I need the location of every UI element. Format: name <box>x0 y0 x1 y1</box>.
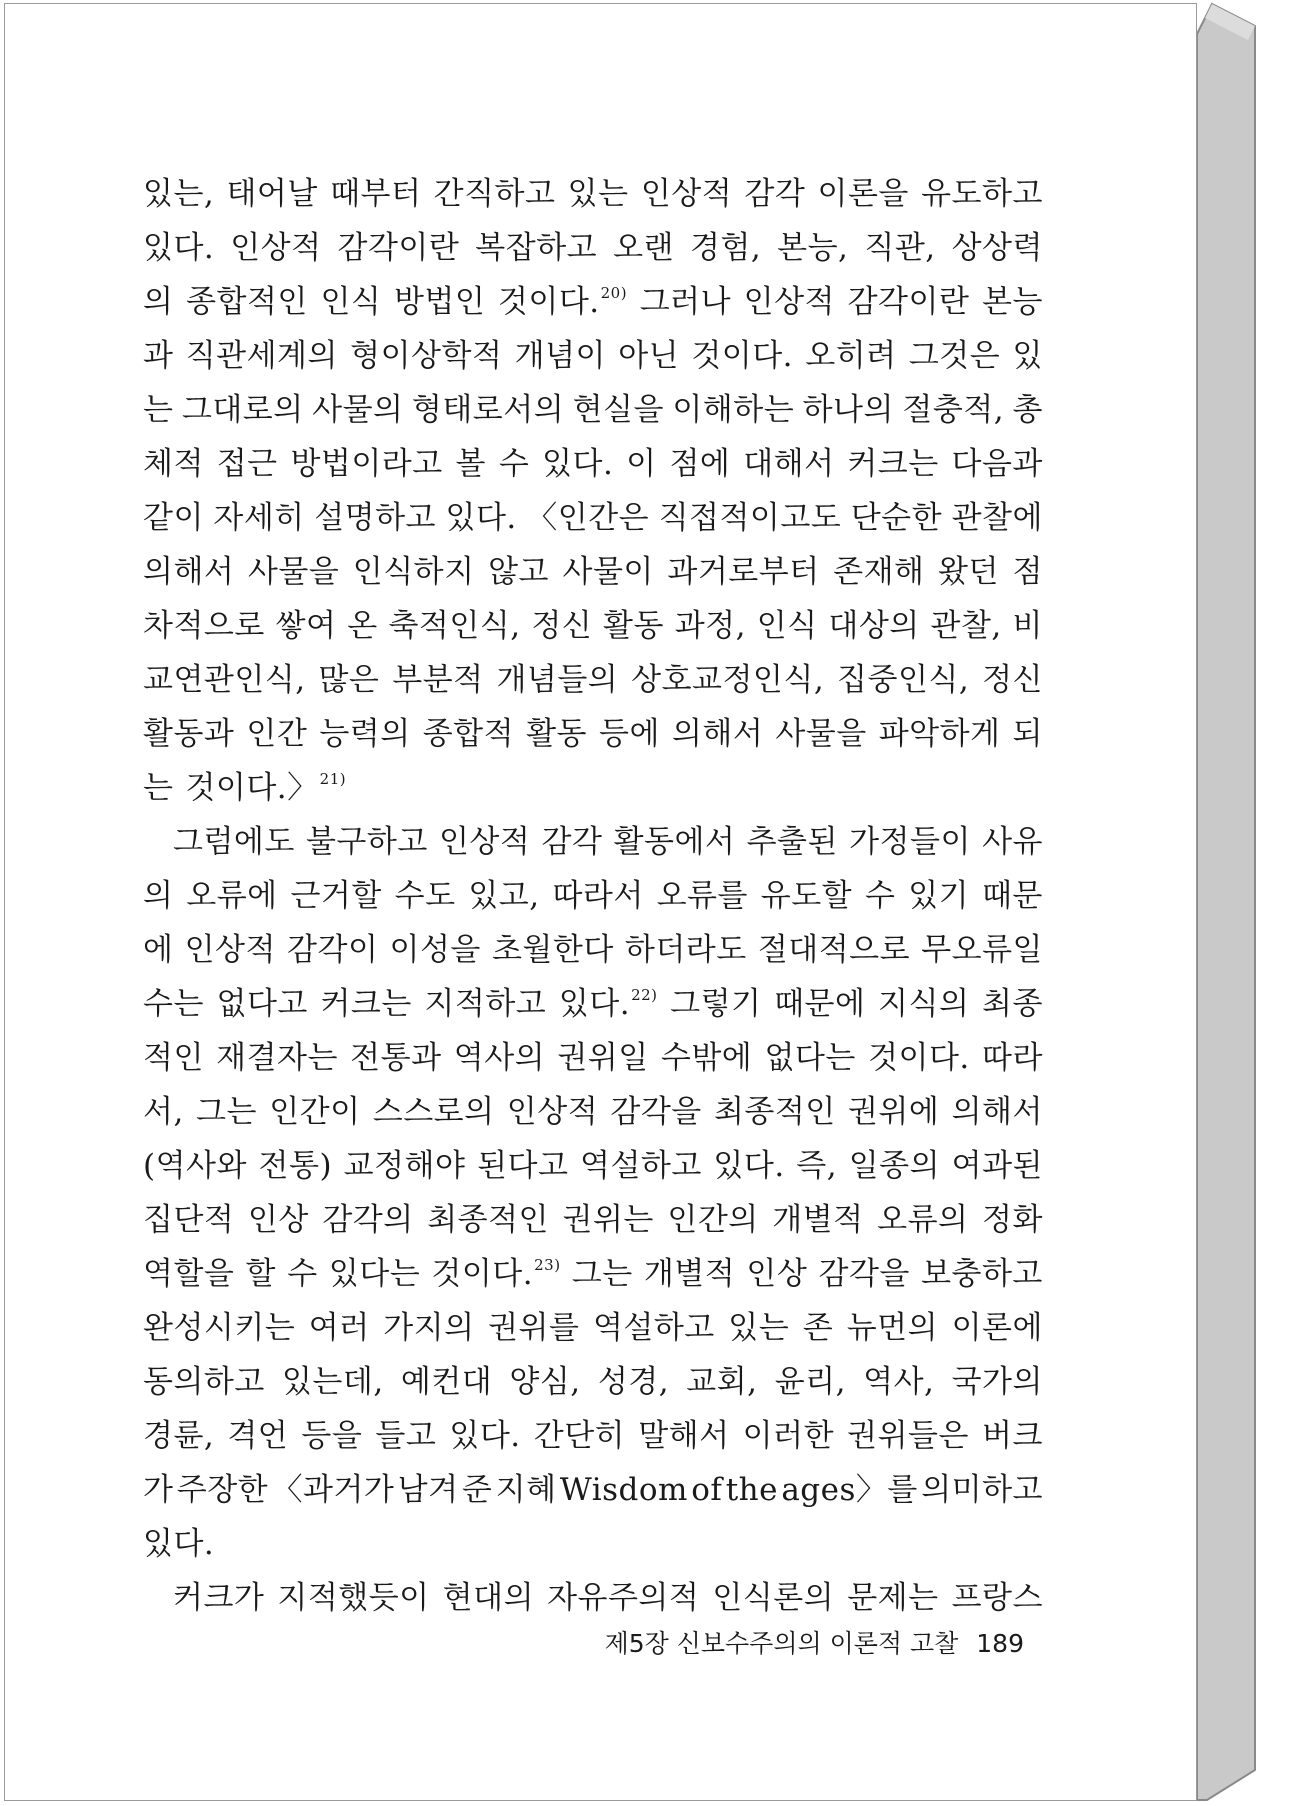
word: 동의하고 <box>143 1364 265 1400</box>
word: 직관세계의 <box>185 338 338 374</box>
word: 경륜, <box>143 1418 215 1454</box>
word: 볼 <box>455 446 486 482</box>
word: 있다. <box>143 1526 215 1562</box>
word: 현실을 <box>572 392 664 428</box>
word: 점 <box>1012 554 1043 590</box>
word: 프랑스 <box>951 1580 1043 1616</box>
text-line <box>143 977 1043 1031</box>
word: 윤리, <box>774 1364 846 1400</box>
word: 이러한 <box>742 1418 835 1454</box>
text-line <box>143 1517 1043 1571</box>
word: 절충적, <box>902 392 1005 428</box>
word: 있고, <box>468 878 540 914</box>
word: 의 <box>143 878 174 914</box>
word: 〈인간은 <box>526 500 650 536</box>
text-line <box>143 1193 1043 1247</box>
word: 따라서 <box>552 878 644 914</box>
word: 뉴먼의 <box>846 1310 939 1346</box>
word: 인식 <box>320 284 382 320</box>
word: 종합적 <box>422 716 515 752</box>
word: 근거할 <box>290 878 382 914</box>
word: 존재해 <box>833 554 925 590</box>
word: 하더라도 <box>624 932 747 968</box>
word: 형태로서의 <box>411 392 565 428</box>
text-line <box>143 491 1043 545</box>
word: 권위는 <box>562 1202 654 1238</box>
word: 수 <box>287 1256 318 1292</box>
word: 인상적 <box>438 824 531 860</box>
word: 지혜 <box>495 1472 557 1508</box>
word: 의미하고 <box>921 1472 1043 1508</box>
word: 인상적 <box>230 230 322 266</box>
text-line <box>143 167 1043 221</box>
text-line <box>143 1409 1043 1463</box>
word: 비 <box>1012 608 1043 644</box>
word: 것이다.〉$^{21)}$ <box>185 770 347 806</box>
text-line <box>143 761 1043 815</box>
word: 가정들이 <box>849 824 971 860</box>
word: 개별적 <box>643 1256 736 1292</box>
word: 역사의 <box>453 1040 546 1076</box>
word: 있다. <box>449 1418 521 1454</box>
word: 상호교정인식, <box>631 662 825 698</box>
word: 있다. <box>143 230 215 266</box>
word: 문제는 <box>847 1580 939 1616</box>
text-line <box>143 869 1043 923</box>
word: 유도할 <box>760 878 853 914</box>
word: 복잡하고 <box>475 230 598 266</box>
word: 국가의 <box>951 1364 1043 1400</box>
word: 태어날 <box>226 176 318 212</box>
word: 인식하지 <box>352 554 475 590</box>
word: 준 <box>461 1472 493 1508</box>
word: 종합적인 <box>186 284 308 320</box>
word: 많은 <box>318 662 380 698</box>
word: 점에 <box>669 446 731 482</box>
word: 개념이 <box>514 338 606 374</box>
word: 주장한 <box>176 1472 269 1508</box>
word: (역사와 <box>143 1148 247 1184</box>
word: 사물을 <box>247 554 340 590</box>
word: 인간 <box>246 716 308 752</box>
word: 여과된 <box>951 1148 1043 1184</box>
word: 이 <box>626 446 657 482</box>
word: 수도 <box>394 878 456 914</box>
text-line <box>143 437 1043 491</box>
word: 에 <box>143 932 174 968</box>
word: 감각을 <box>610 1094 702 1130</box>
word: 있다. <box>445 500 517 536</box>
word: 차적으로 <box>143 608 265 644</box>
word: 그는 <box>571 1256 633 1292</box>
word: 의 <box>143 284 174 320</box>
word: 때부터 <box>330 176 422 212</box>
word: 말해서 <box>638 1418 730 1454</box>
word: 있는데, <box>281 1364 384 1400</box>
word: 존 <box>802 1310 834 1346</box>
word: 형이상학적 <box>350 338 503 374</box>
word: of <box>691 1472 723 1508</box>
word: 일종의 <box>848 1148 941 1184</box>
word: 인상 <box>746 1256 808 1292</box>
word: 역설하고 <box>580 1148 702 1184</box>
word: 인상적 <box>743 284 835 320</box>
word: 지적하고 <box>424 986 547 1022</box>
word: 수 <box>864 878 896 914</box>
word: 인식 <box>756 608 818 644</box>
word: 등에 <box>599 716 660 752</box>
word: 왔던 <box>938 554 999 590</box>
word: 감각의 <box>322 1202 414 1238</box>
text-line <box>143 1301 1043 1355</box>
word: 전통) <box>258 1148 333 1184</box>
word: 역할을 <box>143 1256 235 1292</box>
text-line <box>143 599 1043 653</box>
word: 것이다.$^{20)}$ <box>497 284 628 320</box>
word: 권위일 <box>557 1040 649 1076</box>
word: 본능 <box>982 284 1043 320</box>
word: 집단적 <box>143 1202 235 1238</box>
word: 인식론의 <box>712 1580 835 1616</box>
word: 총 <box>1012 392 1043 428</box>
word: 할 <box>245 1256 276 1292</box>
text-line <box>143 329 1043 383</box>
word: 있는 <box>728 1310 790 1346</box>
word: 있다.$^{22)}$ <box>558 986 658 1022</box>
word: 접근 <box>216 446 278 482</box>
word: 직접적이고도 <box>658 500 842 536</box>
word: 활동 <box>603 608 664 644</box>
text-line <box>143 275 1043 329</box>
word: 는 <box>143 770 174 806</box>
word: 감각을 <box>818 1256 910 1292</box>
word: 역사, <box>863 1364 935 1400</box>
word: 불구하고 <box>305 824 428 860</box>
word: 는 <box>143 392 174 428</box>
text-line <box>143 923 1043 977</box>
word: 예컨대 <box>400 1364 493 1400</box>
word: 서, <box>143 1094 184 1130</box>
word: 수 <box>498 446 530 482</box>
footnote-ref: 20) <box>600 284 628 302</box>
text-line <box>143 383 1043 437</box>
word: 되 <box>1012 716 1043 752</box>
word: 감각이란 <box>847 284 970 320</box>
word: 커크는 <box>847 446 939 482</box>
word: 정신 <box>982 662 1043 698</box>
word: 인간의 <box>667 1202 759 1238</box>
text-line <box>143 1085 1043 1139</box>
word: 방법이라고 <box>290 446 443 482</box>
word: 그것은 <box>908 338 1001 374</box>
word: 가지의 <box>383 1310 475 1346</box>
word: 성경, <box>597 1364 670 1400</box>
word: 무오류일 <box>921 932 1043 968</box>
text-line <box>143 815 1043 869</box>
word: 교연관인식, <box>143 662 306 698</box>
text-line <box>143 1571 1043 1625</box>
word: 과거로부터 <box>667 554 820 590</box>
word: 감각이란 <box>337 230 460 266</box>
word: 수밖에 <box>660 1040 753 1076</box>
word: 즉, <box>796 1148 838 1184</box>
word: 이성을 <box>389 932 481 968</box>
word: 인간이 <box>269 1094 361 1130</box>
word: 의해서 <box>671 716 764 752</box>
word: 축적인식, <box>388 608 521 644</box>
word: 권위들은 <box>847 1418 969 1454</box>
word: 감각 <box>541 824 603 860</box>
word: 감각이 <box>287 932 379 968</box>
word: 활동 <box>526 716 587 752</box>
word: 직관, <box>864 230 936 266</box>
word: 역설하고 <box>592 1310 715 1346</box>
footnote-ref: 22) <box>631 986 658 1004</box>
page-number: 189 <box>976 1629 1024 1658</box>
book-side-shading <box>1197 4 1255 1800</box>
word: Wisdom <box>559 1472 688 1508</box>
word: 파악하게 <box>878 716 1001 752</box>
text-line <box>143 221 1043 275</box>
word: 본능, <box>777 230 849 266</box>
word: 것이다.$^{23)}$ <box>431 1256 561 1292</box>
word: 그는 <box>196 1094 257 1130</box>
word: 유도하고 <box>921 176 1043 212</box>
word: 대상의 <box>828 608 920 644</box>
word: 활동과 <box>143 716 235 752</box>
word: 다음과 <box>951 446 1043 482</box>
word: 과정, <box>674 608 746 644</box>
word: 그대로의 <box>181 392 304 428</box>
word: 권위를 <box>488 1310 580 1346</box>
text-line <box>143 1139 1043 1193</box>
word: 오류에 <box>186 878 278 914</box>
word: 최종 <box>982 986 1043 1022</box>
word: 오류를 <box>656 878 748 914</box>
word: 커크는 <box>320 986 412 1022</box>
word: 집중인식, <box>837 662 970 698</box>
word: 권위에 <box>847 1094 940 1130</box>
word: 방법인 <box>393 284 486 320</box>
word: ages〉를 <box>781 1472 918 1508</box>
text-line <box>143 1463 1043 1517</box>
word: 교정해야 <box>343 1148 466 1184</box>
word: 간직하고 <box>433 176 556 212</box>
word: 적인 <box>143 1040 204 1076</box>
word: 이론에 <box>951 1310 1043 1346</box>
word: 단순한 <box>850 500 943 536</box>
word: 관찰, <box>930 608 1002 644</box>
word: 스스로의 <box>372 1094 495 1130</box>
word: 인상적 <box>640 176 733 212</box>
word: 있는 <box>567 176 629 212</box>
word: 격언 <box>227 1418 289 1454</box>
word: 여러 <box>308 1310 370 1346</box>
word: 것이다. <box>691 338 794 374</box>
word: 오히려 <box>805 338 897 374</box>
word: 등을 <box>301 1418 363 1454</box>
word: 보충하고 <box>921 1256 1043 1292</box>
word: 체적 <box>143 446 204 482</box>
word: 교회, <box>686 1364 758 1400</box>
word: 쌓여 <box>275 608 337 644</box>
word: 오랜 <box>613 230 674 266</box>
word: 추출된 <box>746 824 838 860</box>
word: 개념들의 <box>496 662 619 698</box>
word: 〈과거가 <box>271 1472 395 1508</box>
word: 정화 <box>982 1202 1043 1238</box>
word: 같이 <box>143 500 204 536</box>
word: 설명하고 <box>314 500 437 536</box>
word: 인상 <box>247 1202 309 1238</box>
word: 인상적 <box>506 1094 599 1130</box>
word: 때문 <box>981 878 1043 914</box>
word: 때문에 <box>774 986 866 1022</box>
word: 수는 <box>143 986 204 1022</box>
word: 개별적 <box>772 1202 864 1238</box>
word: 온 <box>347 608 378 644</box>
word: 있다. <box>713 1148 785 1184</box>
word: 완성시키는 <box>143 1310 296 1346</box>
word: 않고 <box>488 554 549 590</box>
word: 감각 <box>744 176 806 212</box>
body-text <box>143 167 1043 1625</box>
word: 없다는 <box>764 1040 856 1076</box>
word: 경험, <box>689 230 762 266</box>
word: 들고 <box>375 1418 437 1454</box>
word: 현대의 <box>442 1580 535 1616</box>
text-line <box>143 653 1043 707</box>
word: 활동에서 <box>613 824 736 860</box>
word: 있는, <box>143 176 215 212</box>
word: 지적했듯이 <box>277 1580 430 1616</box>
word: 상상력 <box>951 230 1043 266</box>
word: 사유 <box>982 824 1043 860</box>
word: 이론을 <box>817 176 909 212</box>
word: 것이다. <box>868 1040 970 1076</box>
word: 남겨 <box>397 1472 459 1508</box>
word: 가 <box>143 1472 174 1508</box>
word: 인상적 <box>184 932 276 968</box>
word: 능력의 <box>319 716 411 752</box>
word: 양심, <box>509 1364 581 1400</box>
word: 그렇기 <box>670 986 762 1022</box>
word: 따라 <box>982 1040 1043 1076</box>
word: 오류의 <box>877 1202 969 1238</box>
word: 사물을 <box>775 716 867 752</box>
word: 부분적 <box>392 662 484 698</box>
running-head: 제5장 신보수주의의 이론적 고찰 <box>604 1629 959 1658</box>
word: 그러나 <box>639 284 732 320</box>
word: 대해서 <box>743 446 835 482</box>
word: 초월한다 <box>491 932 614 968</box>
word: 전통과 <box>350 1040 442 1076</box>
word: 최종적인 <box>427 1202 549 1238</box>
word: 최종적인 <box>713 1094 836 1130</box>
text-line <box>143 1355 1043 1409</box>
text-line <box>143 1247 1043 1301</box>
word: 사물이 <box>562 554 654 590</box>
word: 된다고 <box>477 1148 569 1184</box>
word: 자유주의적 <box>547 1580 700 1616</box>
word: 의해서 <box>951 1094 1043 1130</box>
word: 있 <box>1012 338 1043 374</box>
word: 커크가 <box>173 1580 265 1616</box>
word: 이해하는 <box>672 392 795 428</box>
word: 간단히 <box>533 1418 626 1454</box>
word: 있다. <box>542 446 614 482</box>
word: 버크 <box>982 1418 1043 1454</box>
word: 정신 <box>531 608 593 644</box>
word: 과 <box>143 338 174 374</box>
word: 절대적으로 <box>757 932 911 968</box>
word: 아닌 <box>618 338 680 374</box>
text-line <box>143 545 1043 599</box>
word: 있다는 <box>328 1256 421 1292</box>
footnote-ref: 21) <box>319 770 347 788</box>
word: 자세히 <box>213 500 305 536</box>
page-footer <box>605 1624 1024 1660</box>
word: 없다고 <box>216 986 308 1022</box>
word: 사물의 <box>312 392 404 428</box>
word: 의해서 <box>143 554 235 590</box>
footnote-ref: 23) <box>534 1256 561 1274</box>
text-line <box>143 707 1043 761</box>
word: 있기 <box>908 878 970 914</box>
word: 재결자는 <box>216 1040 338 1076</box>
word: 그럼에도 <box>173 824 295 860</box>
text-line <box>143 1031 1043 1085</box>
word: 지식의 <box>878 986 970 1022</box>
word: 관찰에 <box>951 500 1043 536</box>
word: the <box>725 1472 778 1508</box>
word: 하나의 <box>802 392 894 428</box>
